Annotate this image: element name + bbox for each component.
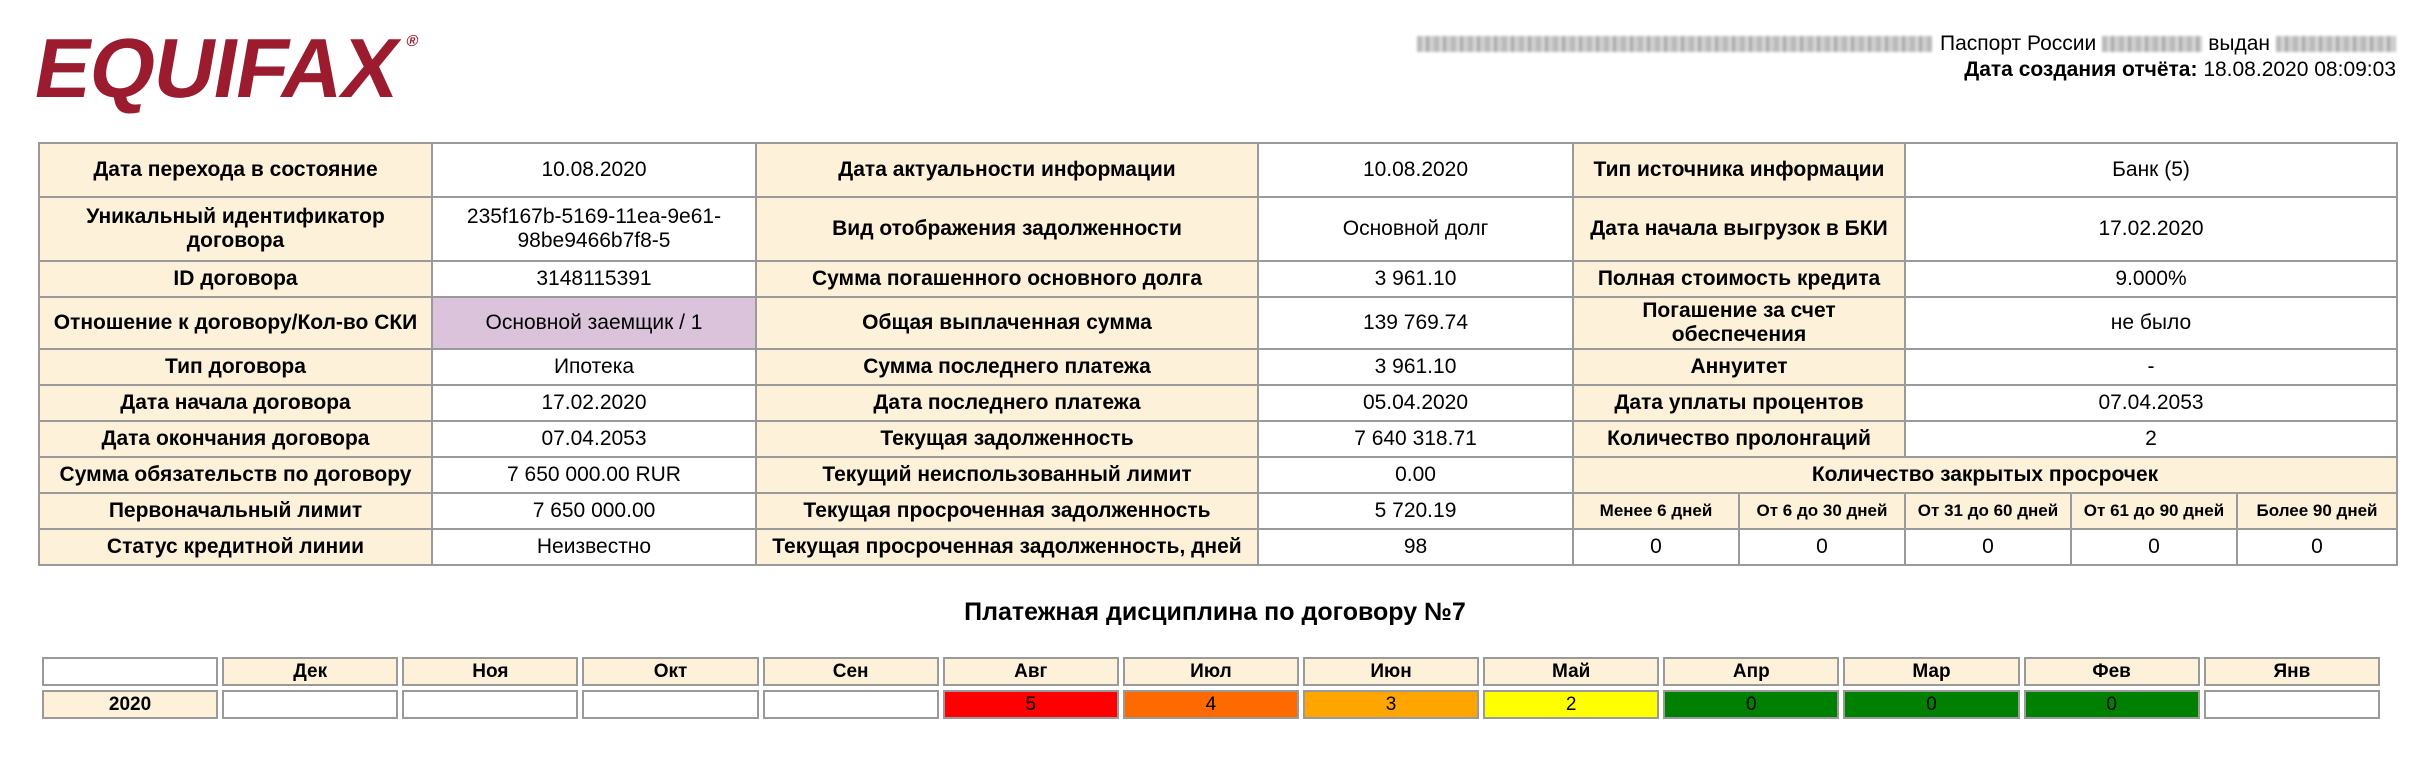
field-label: Общая выплаченная сумма bbox=[756, 297, 1258, 349]
overdue-value: 0 bbox=[2237, 529, 2397, 565]
overdue-header: От 61 до 90 дней bbox=[2071, 493, 2237, 529]
payment-discipline-table bbox=[38, 653, 2384, 723]
table-row bbox=[39, 529, 2397, 565]
field-label: Дата актуальности информации bbox=[756, 143, 1258, 197]
field-value: 10.08.2020 bbox=[432, 143, 756, 197]
field-value: 05.04.2020 bbox=[1258, 385, 1573, 421]
field-label: Дата окончания договора bbox=[39, 421, 432, 457]
table-row bbox=[39, 493, 2397, 529]
redacted-name bbox=[1417, 36, 1932, 52]
field-value: - bbox=[1905, 349, 2397, 385]
status-cell: 0 bbox=[2024, 690, 2200, 719]
table-row bbox=[39, 261, 2397, 297]
year-label: 2020 bbox=[42, 690, 218, 719]
registered-mark: ® bbox=[404, 33, 419, 50]
report-created-label: Дата создания отчёта: bbox=[1964, 58, 2198, 81]
field-value: 10.08.2020 bbox=[1258, 143, 1573, 197]
status-cell bbox=[402, 690, 578, 719]
overdue-header: Менее 6 дней bbox=[1573, 493, 1739, 529]
table-row bbox=[39, 385, 2397, 421]
table-row bbox=[39, 297, 2397, 349]
status-cell: 0 bbox=[1843, 690, 2019, 719]
field-label: Тип источника информации bbox=[1573, 143, 1905, 197]
field-value: 3148115391 bbox=[432, 261, 756, 297]
overdue-header: От 6 до 30 дней bbox=[1739, 493, 1905, 529]
status-cell bbox=[2204, 690, 2380, 719]
month-header: Янв bbox=[2204, 657, 2380, 686]
field-value: 5 720.19 bbox=[1258, 493, 1573, 529]
field-value: 139 769.74 bbox=[1258, 297, 1573, 349]
field-label: Сумма последнего платежа bbox=[756, 349, 1258, 385]
month-header: Апр bbox=[1663, 657, 1839, 686]
field-label: Сумма погашенного основного долга bbox=[756, 261, 1258, 297]
table-row bbox=[39, 457, 2397, 493]
field-value: 3 961.10 bbox=[1258, 261, 1573, 297]
months-header-row bbox=[42, 657, 2380, 686]
field-label: Аннуитет bbox=[1573, 349, 1905, 385]
field-label: Дата уплаты процентов bbox=[1573, 385, 1905, 421]
table-row bbox=[39, 349, 2397, 385]
field-label: Дата начала выгрузок в БКИ bbox=[1573, 197, 1905, 261]
field-value: 7 650 000.00 bbox=[432, 493, 756, 529]
field-label: Текущая просроченная задолженность bbox=[756, 493, 1258, 529]
field-label: Вид отображения задолженности bbox=[756, 197, 1258, 261]
field-label: Полная стоимость кредита bbox=[1573, 261, 1905, 297]
overdue-value: 0 bbox=[1739, 529, 1905, 565]
status-cell: 5 bbox=[943, 690, 1119, 719]
field-value: 17.02.2020 bbox=[1905, 197, 2397, 261]
overdue-value: 0 bbox=[1905, 529, 2071, 565]
field-label: ID договора bbox=[39, 261, 432, 297]
month-header: Дек bbox=[222, 657, 398, 686]
status-cell: 0 bbox=[1663, 690, 1839, 719]
field-label: Уникальный идентификатор договора bbox=[39, 197, 432, 261]
status-cell bbox=[582, 690, 758, 719]
passport-label: Паспорт России bbox=[1940, 32, 2097, 55]
overdue-value: 0 bbox=[2071, 529, 2237, 565]
field-value: Ипотека bbox=[432, 349, 756, 385]
report-created-line bbox=[1964, 58, 2396, 82]
status-cell bbox=[763, 690, 939, 719]
field-label: Текущая задолженность bbox=[756, 421, 1258, 457]
redacted-passport-number bbox=[2102, 36, 2202, 52]
table-row bbox=[39, 197, 2397, 261]
issued-label: выдан bbox=[2208, 32, 2270, 55]
table-row bbox=[39, 421, 2397, 457]
month-header: Июл bbox=[1123, 657, 1299, 686]
field-value: 9.000% bbox=[1905, 261, 2397, 297]
field-value: 98 bbox=[1258, 529, 1573, 565]
field-label: Отношение к договору/Кол-во СКИ bbox=[39, 297, 432, 349]
month-header: Окт bbox=[582, 657, 758, 686]
overdue-header: От 31 до 60 дней bbox=[1905, 493, 2071, 529]
field-label: Дата начала договора bbox=[39, 385, 432, 421]
year-row bbox=[42, 690, 2380, 719]
equifax-logo bbox=[27, 21, 420, 115]
field-label: Первоначальный лимит bbox=[39, 493, 432, 529]
overdue-header: Более 90 дней bbox=[2237, 493, 2397, 529]
month-header: Июн bbox=[1303, 657, 1479, 686]
month-header: Мар bbox=[1843, 657, 2019, 686]
field-value: 07.04.2053 bbox=[432, 421, 756, 457]
field-value-highlight: Основной заемщик / 1 bbox=[432, 297, 756, 349]
field-value: Основной долг bbox=[1258, 197, 1573, 261]
field-value: 7 650 000.00 RUR bbox=[432, 457, 756, 493]
field-label: Количество пролонгаций bbox=[1573, 421, 1905, 457]
field-label: Текущая просроченная задолженность, дней bbox=[756, 529, 1258, 565]
overdue-value: 0 bbox=[1573, 529, 1739, 565]
field-label: Текущий неиспользованный лимит bbox=[756, 457, 1258, 493]
field-value: 17.02.2020 bbox=[432, 385, 756, 421]
corner-cell bbox=[42, 657, 218, 686]
month-header: Ноя bbox=[402, 657, 578, 686]
field-value: 0.00 bbox=[1258, 457, 1573, 493]
contract-info-table bbox=[38, 142, 2398, 566]
status-cell: 2 bbox=[1483, 690, 1659, 719]
status-cell: 4 bbox=[1123, 690, 1299, 719]
month-header: Авг bbox=[943, 657, 1119, 686]
field-label: Тип договора bbox=[39, 349, 432, 385]
field-label: Дата последнего платежа bbox=[756, 385, 1258, 421]
field-label: Статус кредитной линии bbox=[39, 529, 432, 565]
month-header: Фев bbox=[2024, 657, 2200, 686]
field-value: 235f167b-5169-11ea-9e61-98be9466b7f8-5 bbox=[432, 197, 756, 261]
status-cell: 3 bbox=[1303, 690, 1479, 719]
logo-text: EQUIFAX bbox=[27, 21, 407, 115]
overdue-title: Количество закрытых просрочек bbox=[1573, 457, 2397, 493]
redacted-issuer bbox=[2276, 36, 2396, 52]
payment-discipline-title: Платежная дисциплина по договору №7 bbox=[964, 598, 1466, 626]
status-cell bbox=[222, 690, 398, 719]
field-value: 7 640 318.71 bbox=[1258, 421, 1573, 457]
passport-line bbox=[1417, 32, 2396, 56]
field-value: Неизвестно bbox=[432, 529, 756, 565]
field-value: 2 bbox=[1905, 421, 2397, 457]
month-header: Сен bbox=[763, 657, 939, 686]
field-value: не было bbox=[1905, 297, 2397, 349]
table-row bbox=[39, 143, 2397, 197]
report-created-value: 18.08.2020 08:09:03 bbox=[2203, 58, 2396, 81]
field-value: 07.04.2053 bbox=[1905, 385, 2397, 421]
field-label: Погашение за счет обеспечения bbox=[1573, 297, 1905, 349]
field-value: 3 961.10 bbox=[1258, 349, 1573, 385]
field-label: Сумма обязательств по договору bbox=[39, 457, 432, 493]
field-label: Дата перехода в состояние bbox=[39, 143, 432, 197]
field-value: Банк (5) bbox=[1905, 143, 2397, 197]
month-header: Май bbox=[1483, 657, 1659, 686]
